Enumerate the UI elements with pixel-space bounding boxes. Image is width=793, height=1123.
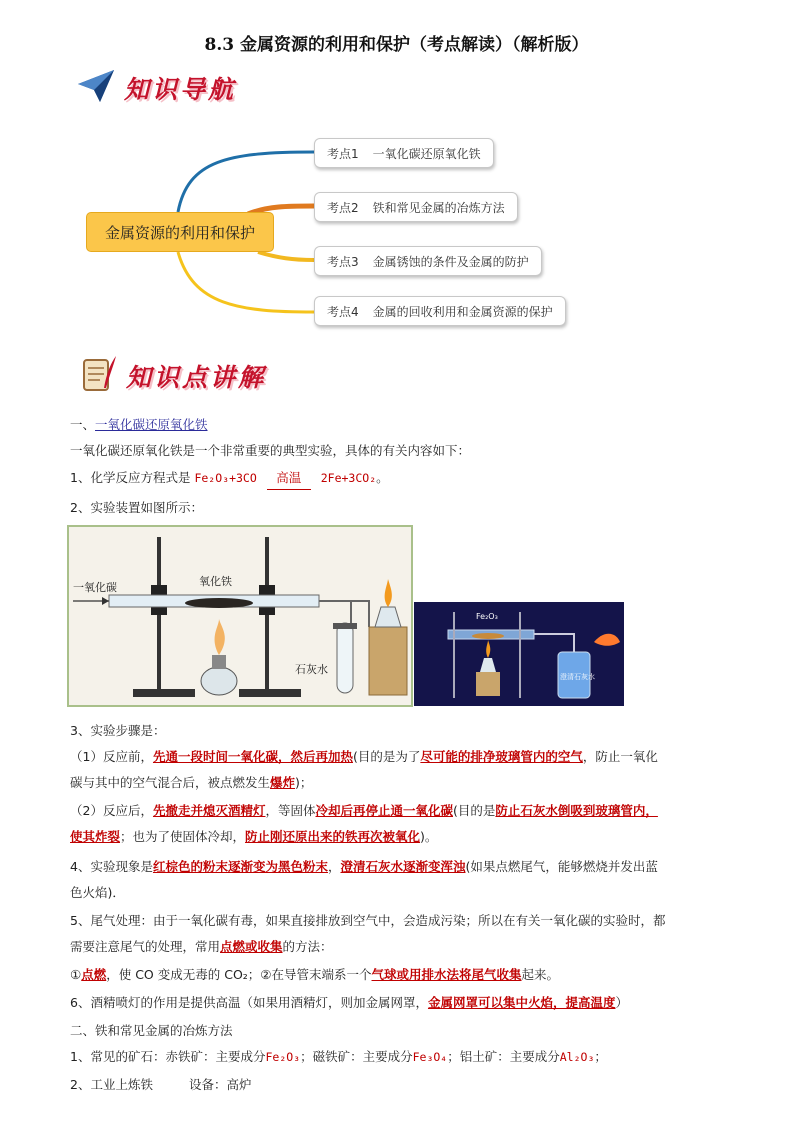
text: （1）反应前， — [70, 749, 153, 764]
node-label: 一氧化碳还原氧化铁 — [372, 146, 481, 161]
industry-line — [70, 1074, 750, 1096]
section-heading — [70, 414, 750, 436]
text: 1、常见的矿石：赤铁矿：主要成分 — [70, 1049, 266, 1064]
mind-map-node-4 — [314, 296, 566, 326]
mind-map — [68, 130, 588, 330]
condition-text: 高温 — [276, 470, 302, 485]
text: （2）反应后， — [70, 803, 153, 818]
step-2-line-2 — [70, 826, 750, 848]
node-label: 金属锈蚀的条件及金属的防护 — [372, 254, 529, 269]
mind-map-node-2 — [314, 192, 518, 222]
text: (目的是为了 — [352, 749, 421, 764]
node-label: 铁和常见金属的冶炼方法 — [372, 200, 505, 215]
key-phrase: 金属网罩可以集中火焰，提高温度 — [427, 995, 616, 1010]
key-phrase: 先撤走并熄灭酒精灯 — [152, 803, 266, 818]
tail-gas-line-3 — [70, 964, 750, 986]
apparatus-photo — [414, 602, 624, 706]
text: 的方法： — [282, 939, 333, 954]
mind-map-root: 金属资源的利用和保护 — [86, 212, 274, 252]
label-clear-limewater: 澄清石灰水 — [560, 673, 595, 681]
scroll-quill-icon — [76, 354, 118, 397]
formula: Al₂O₃ — [559, 1050, 595, 1064]
intro-text: 一氧化碳还原氧化铁是一个非常重要的典型实验，具体的有关内容如下： — [70, 443, 471, 458]
step-1-line-1 — [70, 746, 750, 768]
label-fe2o3: Fe₂O₃ — [476, 612, 498, 621]
banner-title: 知识点讲解 — [126, 362, 267, 392]
text: 设备：高炉 — [188, 1077, 252, 1092]
label-iron-oxide: 氧化铁 — [199, 575, 232, 588]
text: 6、酒精喷灯的作用是提供高温（如果用酒精灯，则加金属网罩， — [70, 995, 428, 1010]
reaction-condition — [267, 467, 311, 490]
heading-text: 一氧化碳还原氧化铁 — [95, 417, 208, 432]
text: 需要注意尾气的处理，常用 — [70, 939, 221, 954]
tail-gas-line-1: 5、尾气处理：由于一氧化碳有毒，如果直接排放到空气中，会造成污染；所以在有关一氧化碳的实验时，都 — [70, 913, 666, 928]
text: ，等固体 — [265, 803, 316, 818]
banner-knowledge-points — [76, 354, 266, 397]
key-phrase: 冷却后再停止通一氧化碳 — [315, 803, 454, 818]
key-phrase: 尽可能的排净玻璃管内的空气 — [420, 749, 583, 764]
text: 碳与其中的空气混合后，被点燃发生 — [70, 775, 271, 790]
text: ① — [70, 967, 82, 982]
key-phrase: 防止石灰水倒吸到玻璃管内， — [495, 803, 658, 818]
text: )。 — [420, 829, 438, 844]
text: ，防止一氧化 — [582, 749, 658, 764]
equation-end: 。 — [376, 470, 389, 485]
heading-number: 一、 — [70, 417, 96, 432]
banner-title: 知识导航 — [124, 74, 237, 104]
mind-map-node-1 — [314, 138, 494, 168]
text: ） — [615, 995, 628, 1010]
node-label: 金属的回收利用和金属资源的保护 — [372, 304, 553, 319]
key-phrase: 使其炸裂 — [70, 829, 121, 844]
text: ， — [327, 859, 341, 874]
text: ；也为了使固体冷却， — [120, 829, 246, 844]
node-key: 考点1 — [327, 146, 359, 161]
phenomenon-line-1 — [70, 856, 750, 878]
equation-products: 2Fe+3CO₂ — [320, 471, 377, 485]
key-phrase: 爆炸 — [270, 775, 296, 790]
page-title: 8.3 金属资源的利用和保护（考点解读）（解析版） — [204, 35, 589, 55]
paper-plane-icon — [76, 68, 116, 107]
node-key: 考点2 — [327, 200, 359, 215]
phenomenon-line-2: 色火焰)． — [70, 885, 125, 900]
text: 4、实验现象是 — [70, 859, 153, 874]
label-limewater: 石灰水 — [295, 663, 328, 676]
text: ； — [594, 1049, 607, 1064]
step-2-line-1 — [70, 800, 750, 822]
key-phrase: 气球或用排水法将尾气收集 — [371, 967, 522, 982]
text: ；磁铁矿：主要成分 — [300, 1049, 413, 1064]
equation-reactants: Fe₂O₃+3CO — [194, 471, 257, 485]
apparatus-figure — [67, 525, 413, 707]
node-key: 考点4 — [327, 304, 359, 319]
label-carbon-monoxide: 一氧化碳 — [73, 581, 117, 594]
key-phrase: 先通一段时间一氧化碳，然后再加热 — [152, 749, 353, 764]
key-phrase: 红棕色的粉末逐渐变为黑色粉末 — [152, 859, 328, 874]
ore-line — [70, 1046, 750, 1068]
text: )； — [295, 775, 313, 790]
text: 起来。 — [521, 967, 560, 982]
formula: Fe₃O₄ — [412, 1050, 448, 1064]
text: (如果点燃尾气，能够燃烧并发出蓝 — [465, 859, 658, 874]
key-phrase: 防止刚还原出来的铁再次被氧化 — [245, 829, 421, 844]
mind-map-node-3 — [314, 246, 542, 276]
key-phrase: 澄清石灰水逐渐变浑浊 — [340, 859, 466, 874]
key-phrase: 点燃或收集 — [220, 939, 283, 954]
key-phrase: 点燃 — [81, 967, 107, 982]
formula: Fe₂O₃ — [265, 1050, 301, 1064]
apparatus-text: 2、实验装置如图所示： — [70, 500, 203, 515]
equation-prefix: 1、化学反应方程式是 — [70, 470, 191, 485]
text: 2、工业上炼铁 — [70, 1077, 153, 1092]
section-2-heading: 二、铁和常见金属的冶炼方法 — [70, 1023, 233, 1038]
tail-gas-line-2 — [70, 936, 750, 958]
condition-line — [267, 489, 311, 490]
text: ；铝土矿：主要成分 — [447, 1049, 560, 1064]
node-key: 考点3 — [327, 254, 359, 269]
equation-line — [70, 467, 750, 490]
burner-role-line — [70, 992, 750, 1014]
text: (目的是 — [453, 803, 496, 818]
banner-knowledge-nav — [76, 68, 236, 107]
text: ，使 CO 变成无毒的 CO₂；②在导管末端系一个 — [106, 967, 372, 982]
steps-heading: 3、实验步骤是： — [70, 723, 166, 738]
step-1-line-2 — [70, 772, 750, 794]
